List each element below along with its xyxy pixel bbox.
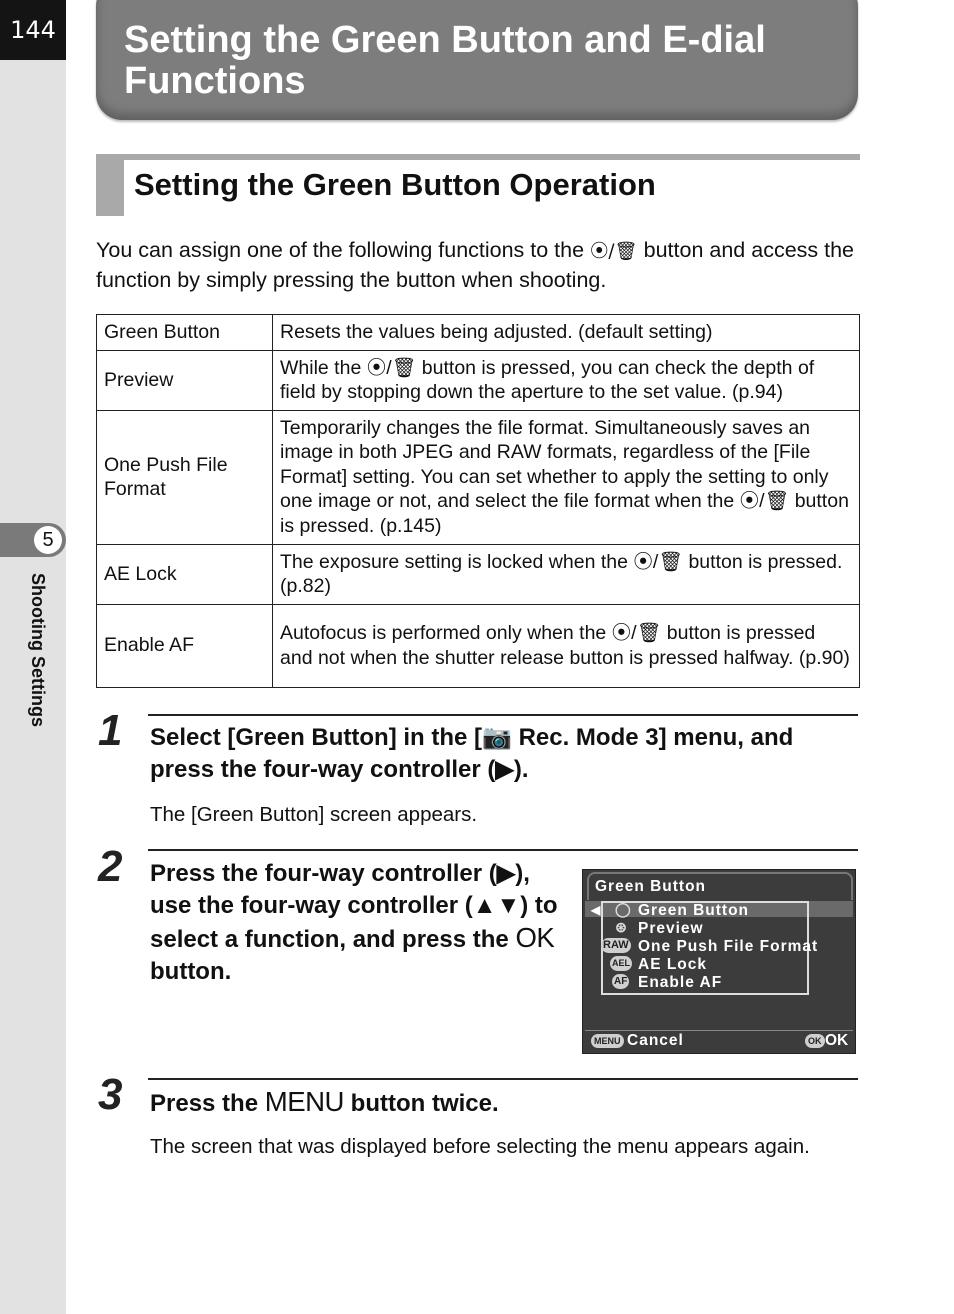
ae-lock-icon: AEL bbox=[610, 956, 632, 971]
function-name: One Push File Format bbox=[97, 410, 273, 544]
step-3-title bbox=[150, 1086, 860, 1120]
page-title: Setting the Green Button and E-dial Functions bbox=[124, 19, 766, 102]
green-delete-button-icon: ⦿/🗑 bbox=[590, 241, 638, 262]
step-1-title: Select [Green Button] in the [📷 Rec. Mode 3] menu, and press the four-way controller (▶). bbox=[150, 724, 794, 783]
function-description: Resets the values being adjusted. (default setting) bbox=[273, 315, 860, 351]
intro-text-2: button and access the function by simply pressing the button when shooting. bbox=[96, 238, 855, 292]
green-button-icon: ◯ bbox=[615, 901, 631, 917]
step-3-text-1: Press the bbox=[150, 1090, 265, 1117]
function-name: AE Lock bbox=[97, 544, 273, 604]
step-2-text-2: button. bbox=[150, 958, 232, 985]
function-description: Temporarily changes the file format. Simultaneously saves an image in both JPEG and RAW formats, regardless of the [File Format] setting. You can set whether to apply the setting to only one image or not, and select the file format when the ⦿/🗑 button is pressed. (p.145) bbox=[273, 410, 860, 544]
step-3-text-2: button twice. bbox=[343, 1090, 499, 1117]
step-2-number: 2 bbox=[98, 842, 123, 891]
page-number: 144 bbox=[0, 0, 66, 60]
section-title: Setting the Green Button Operation bbox=[134, 167, 656, 202]
lcd-option-ae-lock[interactable]: AE Lock bbox=[638, 956, 708, 973]
intro-paragraph bbox=[96, 236, 866, 295]
left-arrow-icon: ◀ bbox=[591, 903, 601, 917]
ok-button-icon: OK bbox=[805, 1034, 825, 1048]
lcd-title: Green Button bbox=[595, 878, 707, 895]
preview-icon: ⊛ bbox=[615, 919, 627, 935]
table-row bbox=[97, 604, 860, 687]
step-3-rule bbox=[148, 1078, 858, 1080]
step-2-rule bbox=[148, 849, 858, 851]
step-2-title bbox=[150, 858, 560, 988]
step-3-body: The screen that was displayed before selecting the menu appears again. bbox=[150, 1135, 810, 1158]
af-icon: AF bbox=[614, 976, 628, 987]
lcd-option-preview[interactable]: Preview bbox=[638, 920, 704, 937]
lcd-option-one-push-file-format[interactable]: One Push File Format bbox=[638, 938, 819, 955]
raw-icon: RAW bbox=[603, 939, 629, 951]
chapter-number: 5 bbox=[34, 526, 62, 554]
section-bar-left bbox=[96, 154, 124, 216]
green-button-lcd-screen bbox=[582, 869, 856, 1054]
menu-button-icon: MENU bbox=[264, 1086, 344, 1117]
function-description: While the ⦿/🗑 button is pressed, you can check the depth of field by stopping down the aperture to the set value. (p.94) bbox=[273, 350, 860, 410]
functions-table bbox=[96, 314, 860, 688]
function-name: Preview bbox=[97, 350, 273, 410]
step-2-text-1: Press the four-way controller (▶), use the four-way controller (▲▼) to select a function, and press the bbox=[150, 860, 558, 953]
chapter-label: Shooting Settings bbox=[28, 573, 48, 727]
menu-button-icon: MENU bbox=[591, 1034, 624, 1048]
function-name: Green Button bbox=[97, 315, 273, 351]
function-description: Autofocus is performed only when the ⦿/🗑 button is pressed and not when the shutter release button is pressed halfway. (p.90) bbox=[273, 604, 860, 687]
lcd-option-enable-af[interactable]: Enable AF bbox=[638, 974, 723, 991]
section-bar-top bbox=[96, 154, 860, 160]
step-1-body: The [Green Button] screen appears. bbox=[150, 803, 478, 826]
ok-button-icon: OK bbox=[515, 922, 555, 953]
step-1-rule bbox=[148, 714, 858, 716]
table-row bbox=[97, 410, 860, 544]
step-1-number: 1 bbox=[98, 706, 123, 755]
table-row bbox=[97, 315, 860, 351]
table-row bbox=[97, 544, 860, 604]
step-3-number: 3 bbox=[98, 1070, 123, 1119]
lcd-ok-label[interactable]: OK bbox=[825, 1032, 849, 1049]
lcd-bottom-divider bbox=[585, 1030, 853, 1031]
lcd-cancel-label[interactable]: Cancel bbox=[627, 1032, 684, 1049]
lcd-option-green-button[interactable]: Green Button bbox=[638, 902, 750, 919]
function-name: Enable AF bbox=[97, 604, 273, 687]
table-row bbox=[97, 350, 860, 410]
function-description: The exposure setting is locked when the ⦿/🗑 button is pressed. (p.82) bbox=[273, 544, 860, 604]
intro-text-1: You can assign one of the following functions to the bbox=[96, 238, 591, 262]
